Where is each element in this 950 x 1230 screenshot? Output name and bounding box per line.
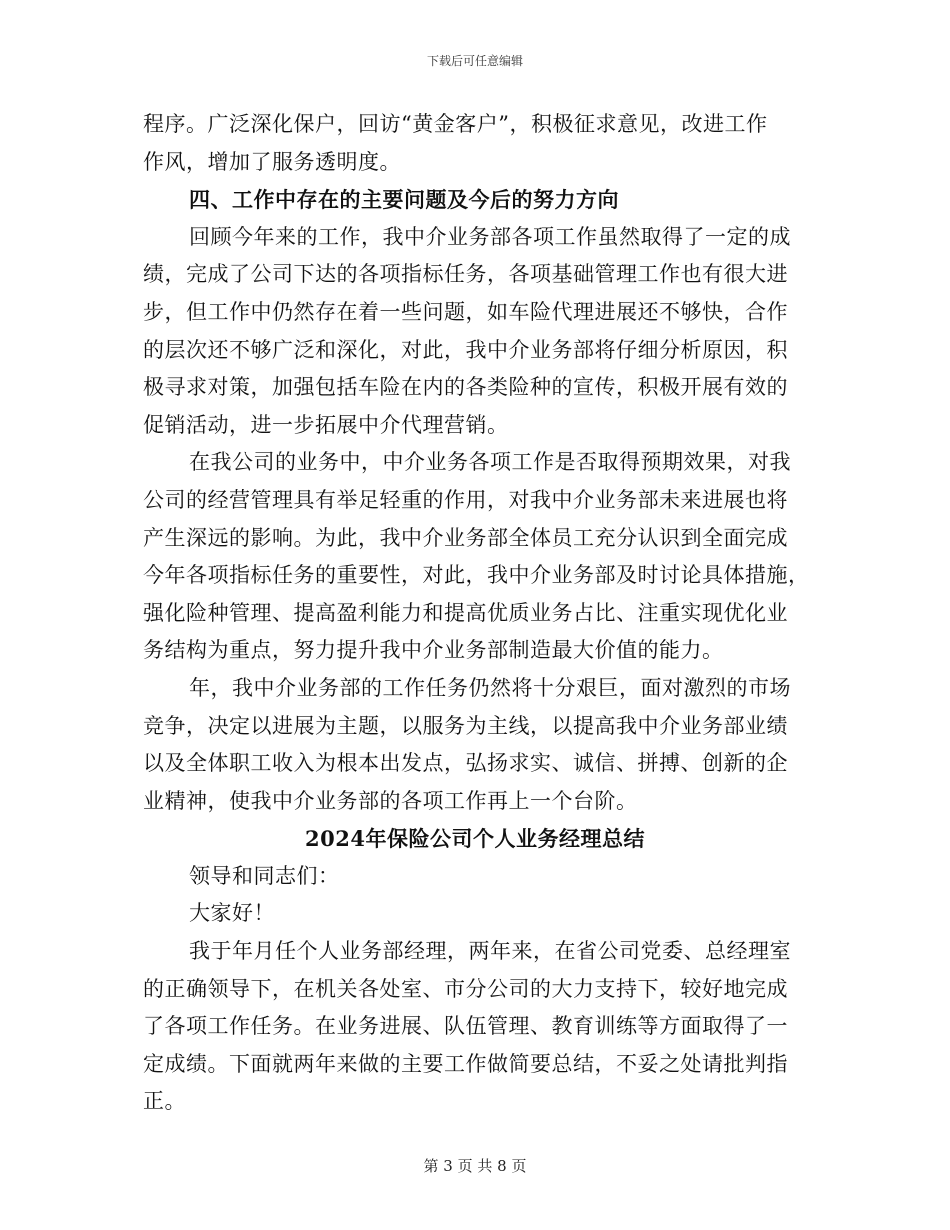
paragraph-line: 公司的经营管理具有举足轻重的作用，对我中介业务部未来进展也将 — [143, 487, 788, 512]
paragraph-line: 了各项工作任务。在业务进展、队伍管理、教育训练等方面取得了一 — [143, 1014, 788, 1039]
paragraph-line: 步，但工作中仍然存在着一些问题，如车险代理进展还不够快，合作 — [143, 299, 788, 324]
paragraph-first-line: 领导和同志们： — [189, 863, 340, 888]
document-title: 2024年保险公司个人业务经理总结 — [305, 826, 645, 852]
paragraph-line: 的正确领导下，在机关各处室、市分公司的大力支持下，较好地完成 — [143, 976, 788, 1001]
paragraph-line: 正。 — [143, 1089, 186, 1114]
paragraph-first-line: 大家好！ — [189, 901, 275, 926]
paragraph-line: 定成绩。下面就两年来做的主要工作做简要总结，不妥之处请批判指 — [143, 1051, 788, 1076]
paragraph-line: 业精神，使我中介业务部的各项工作再上一个台阶。 — [143, 788, 638, 813]
document-body — [143, 106, 810, 1121]
paragraph-first-line: 我于年月任个人业务部经理，两年来，在省公司党委、总经理室 — [189, 939, 791, 964]
paragraph-first-line: 在我公司的业务中，中介业务各项工作是否取得预期效果，对我 — [189, 450, 791, 475]
paragraph-line: 程序。广泛深化保户，回访“黄金客户”，积极征求意见，改进工作 — [143, 112, 768, 136]
paragraph-line: 以及全体职工收入为根本出发点，弘扬求实、诚信、拼搏、创新的企 — [143, 751, 788, 776]
paragraph-line: 强化险种管理、提高盈利能力和提高优质业务占比、注重实现优化业 — [143, 600, 788, 625]
section-heading: 四、工作中存在的主要问题及今后的努力方向 — [189, 187, 619, 213]
paragraph-first-line: 年，我中介业务部的工作任务仍然将十分艰巨，面对激烈的市场 — [189, 675, 791, 700]
paragraph-line: 务结构为重点，努力提升我中介业务部制造最大价值的能力。 — [143, 638, 724, 663]
paragraph-line: 促销活动，进一步拓展中介代理营销。 — [143, 412, 509, 437]
paragraph-line: 产生深远的影响。为此，我中介业务部全体员工充分认识到全面完成 — [143, 525, 788, 550]
paragraph-line: 绩，完成了公司下达的各项指标任务，各项基础管理工作也有很大进 — [143, 262, 788, 287]
paragraph-line: 作风，增加了服务透明度。 — [143, 149, 401, 174]
paragraph-line: 的层次还不够广泛和深化，对此，我中介业务部将仔细分析原因，积 — [143, 337, 788, 362]
paragraph-line: 今年各项指标任务的重要性，对此，我中介业务部及时讨论具体措施， — [143, 563, 810, 588]
page-header: 下载后可任意编辑 — [426, 54, 523, 68]
paragraph-line: 极寻求对策，加强包括车险在内的各类险种的宣传，积极开展有效的 — [143, 375, 788, 400]
paragraph-line: 竞争，决定以进展为主题，以服务为主线，以提高我中介业务部业绩 — [143, 713, 788, 738]
page-number: 第 3 页 共 8 页 — [423, 1157, 527, 1175]
paragraph-first-line: 回顾今年来的工作，我中介业务部各项工作虽然取得了一定的成 — [189, 224, 791, 249]
